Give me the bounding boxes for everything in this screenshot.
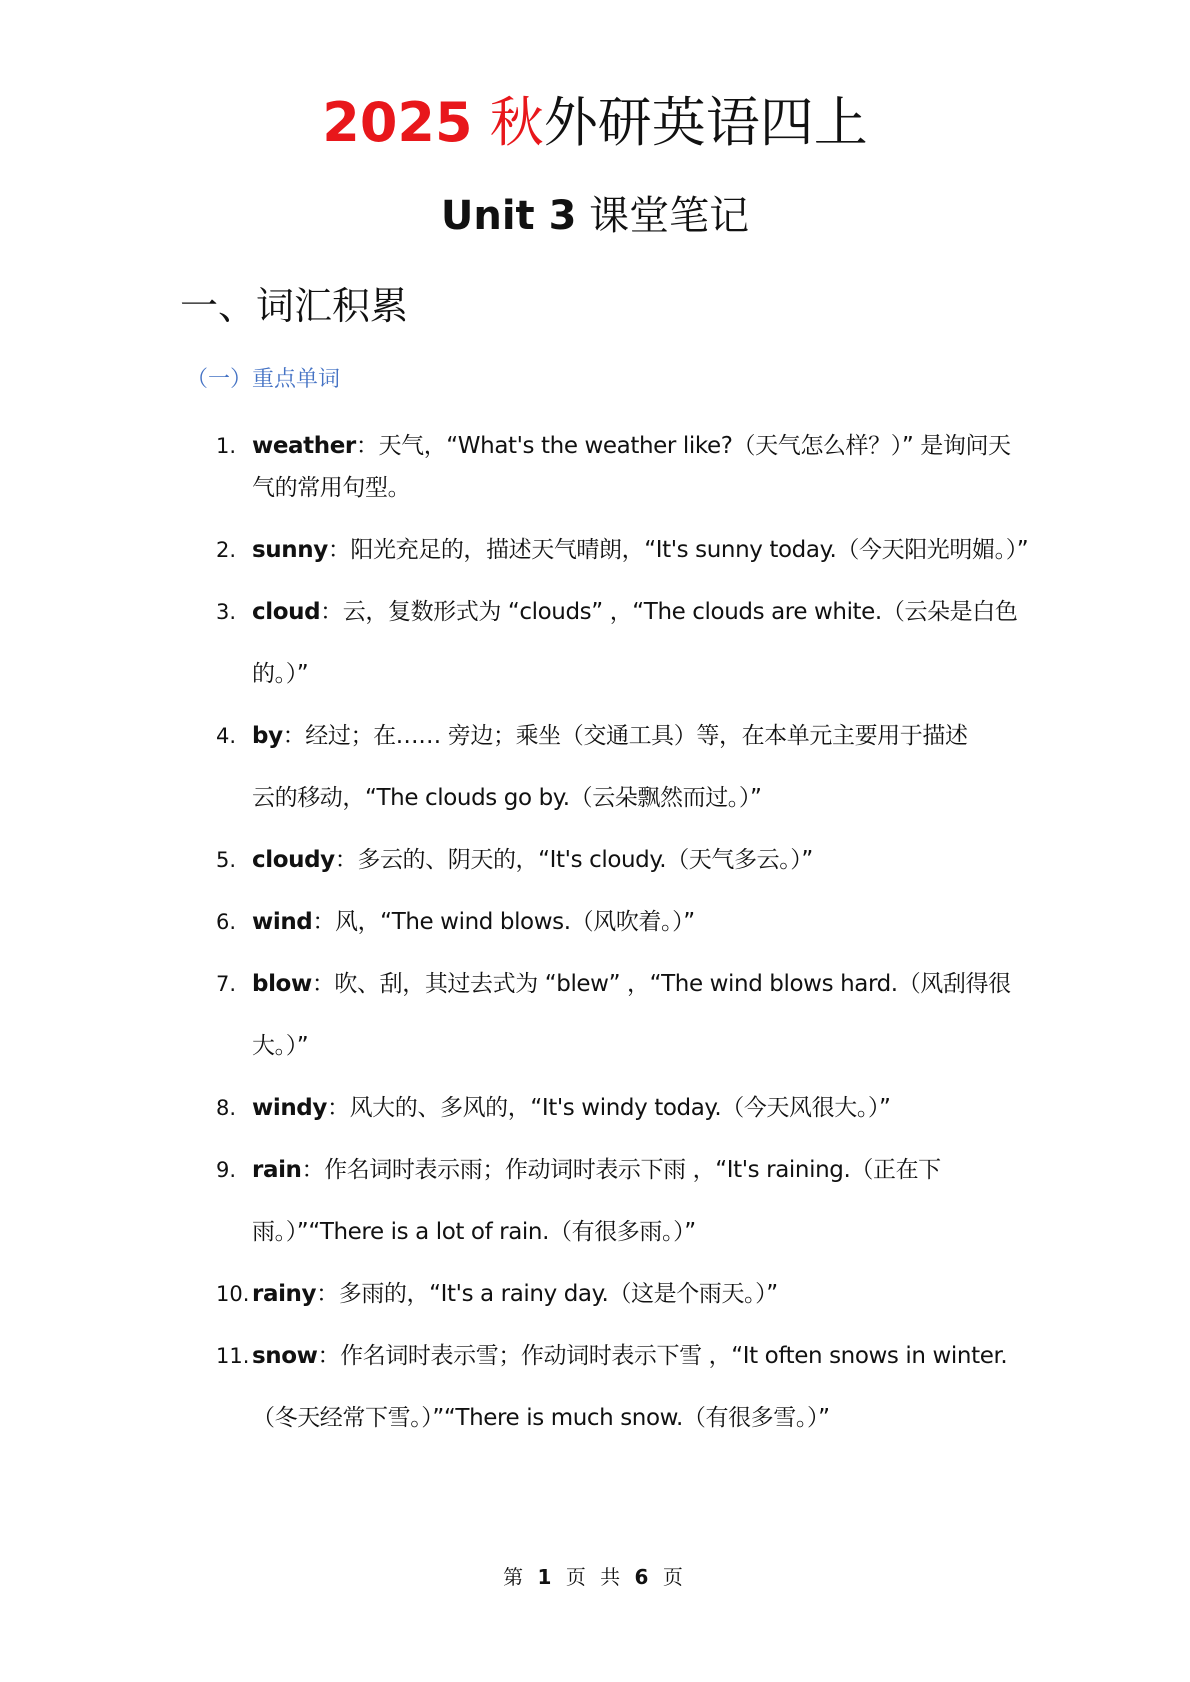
title-course: 外研英语四上 [543, 91, 868, 154]
item-text: ：作名词时表示雨；作动词时表示下雨 ，“It's raining.（正在下 [301, 1157, 941, 1183]
item-text: ：风大的、多风的，“It's windy today.（今天风很大。）” [326, 1095, 891, 1121]
item-text: ：阳光充足的，描述天气晴朗，“It's sunny today.（今天阳光明媚。）” [327, 537, 1029, 563]
footer-suffix: 页 [662, 1565, 687, 1589]
item-line [252, 720, 968, 752]
item-term: sunny [252, 537, 328, 563]
item-number: 9. [216, 1158, 237, 1182]
footer-middle: 页 共 [565, 1565, 625, 1589]
item-number: 3. [216, 600, 237, 624]
item-line [252, 1278, 778, 1310]
item-line [252, 906, 695, 938]
item-term: blow [252, 971, 312, 997]
item-text: ：吹、刮，其过去式为 “blew” ，“The wind blows hard.（风刮得很 [311, 971, 1011, 997]
item-term: snow [252, 1343, 318, 1369]
item-term: wind [252, 909, 313, 935]
item-number: 5. [216, 848, 237, 872]
item-term: cloud [252, 599, 321, 625]
item-line-continued: 大。）” [252, 1033, 309, 1059]
item-text: ：作名词时表示雪；作动词时表示下雪 ，“It often snows in winter. [317, 1343, 1008, 1369]
item-term: windy [252, 1095, 327, 1121]
item-line [252, 1092, 891, 1124]
subtitle-notes: 课堂笔记 [589, 193, 750, 239]
item-line [252, 1340, 1007, 1372]
item-number: 1. [216, 434, 237, 458]
item-term: weather [252, 433, 356, 459]
item-term: cloudy [252, 847, 335, 873]
item-term: rainy [252, 1281, 317, 1307]
page-footer [0, 1563, 1190, 1591]
footer-total-pages: 6 [634, 1565, 653, 1589]
title-year: 2025 [322, 91, 473, 154]
item-text: ：经过；在…… 旁边；乘坐（交通工具）等，在本单元主要用于描述 [282, 723, 968, 749]
item-text: ：多云的、阴天的，“It's cloudy.（天气多云。）” [334, 847, 813, 873]
item-line-continued: （冬天经常下雪。）”“There is much snow.（有很多雪。）” [252, 1405, 830, 1431]
footer-page-number: 1 [537, 1565, 556, 1589]
item-text: ：多雨的，“It's a rainy day.（这是个雨天。）” [316, 1281, 778, 1307]
subtitle-unit: Unit 3 [440, 193, 577, 239]
item-line [252, 844, 813, 876]
item-text: ：云，复数形式为 “clouds” ，“The clouds are white.（云朵是白色 [320, 599, 1018, 625]
item-line-continued: 的。）” [252, 661, 309, 687]
document-subtitle [0, 188, 1190, 244]
item-number: 7. [216, 972, 237, 996]
item-text: ：风，“The wind blows.（风吹着。）” [312, 909, 695, 935]
item-line [252, 968, 1011, 1000]
document-title [0, 88, 1190, 158]
item-line [252, 534, 1028, 566]
item-line-continued: 雨。）”“There is a lot of rain.（有很多雨。）” [252, 1219, 696, 1245]
item-number: 11. [216, 1344, 250, 1368]
item-text: ：天气，“What's the weather like?（天气怎么样？）” 是询问天 [355, 433, 1011, 459]
item-line [252, 1154, 941, 1186]
item-number: 6. [216, 910, 237, 934]
item-number: 10. [216, 1282, 250, 1306]
subsection-heading-key-words: （一）重点单词 [186, 367, 341, 392]
title-season: 秋 [489, 91, 544, 154]
item-line [252, 430, 1011, 462]
item-number: 2. [216, 538, 237, 562]
item-line-continued: 气的常用句型。 [252, 475, 411, 501]
item-line-continued: 云的移动，“The clouds go by.（云朵飘然而过。）” [252, 785, 762, 811]
item-line [252, 596, 1017, 628]
section-heading-vocabulary: 一、词汇积累 [180, 284, 409, 328]
item-term: rain [252, 1157, 302, 1183]
footer-prefix: 第 [503, 1565, 528, 1589]
item-term: by [252, 723, 283, 749]
item-number: 4. [216, 724, 237, 748]
item-number: 8. [216, 1096, 237, 1120]
